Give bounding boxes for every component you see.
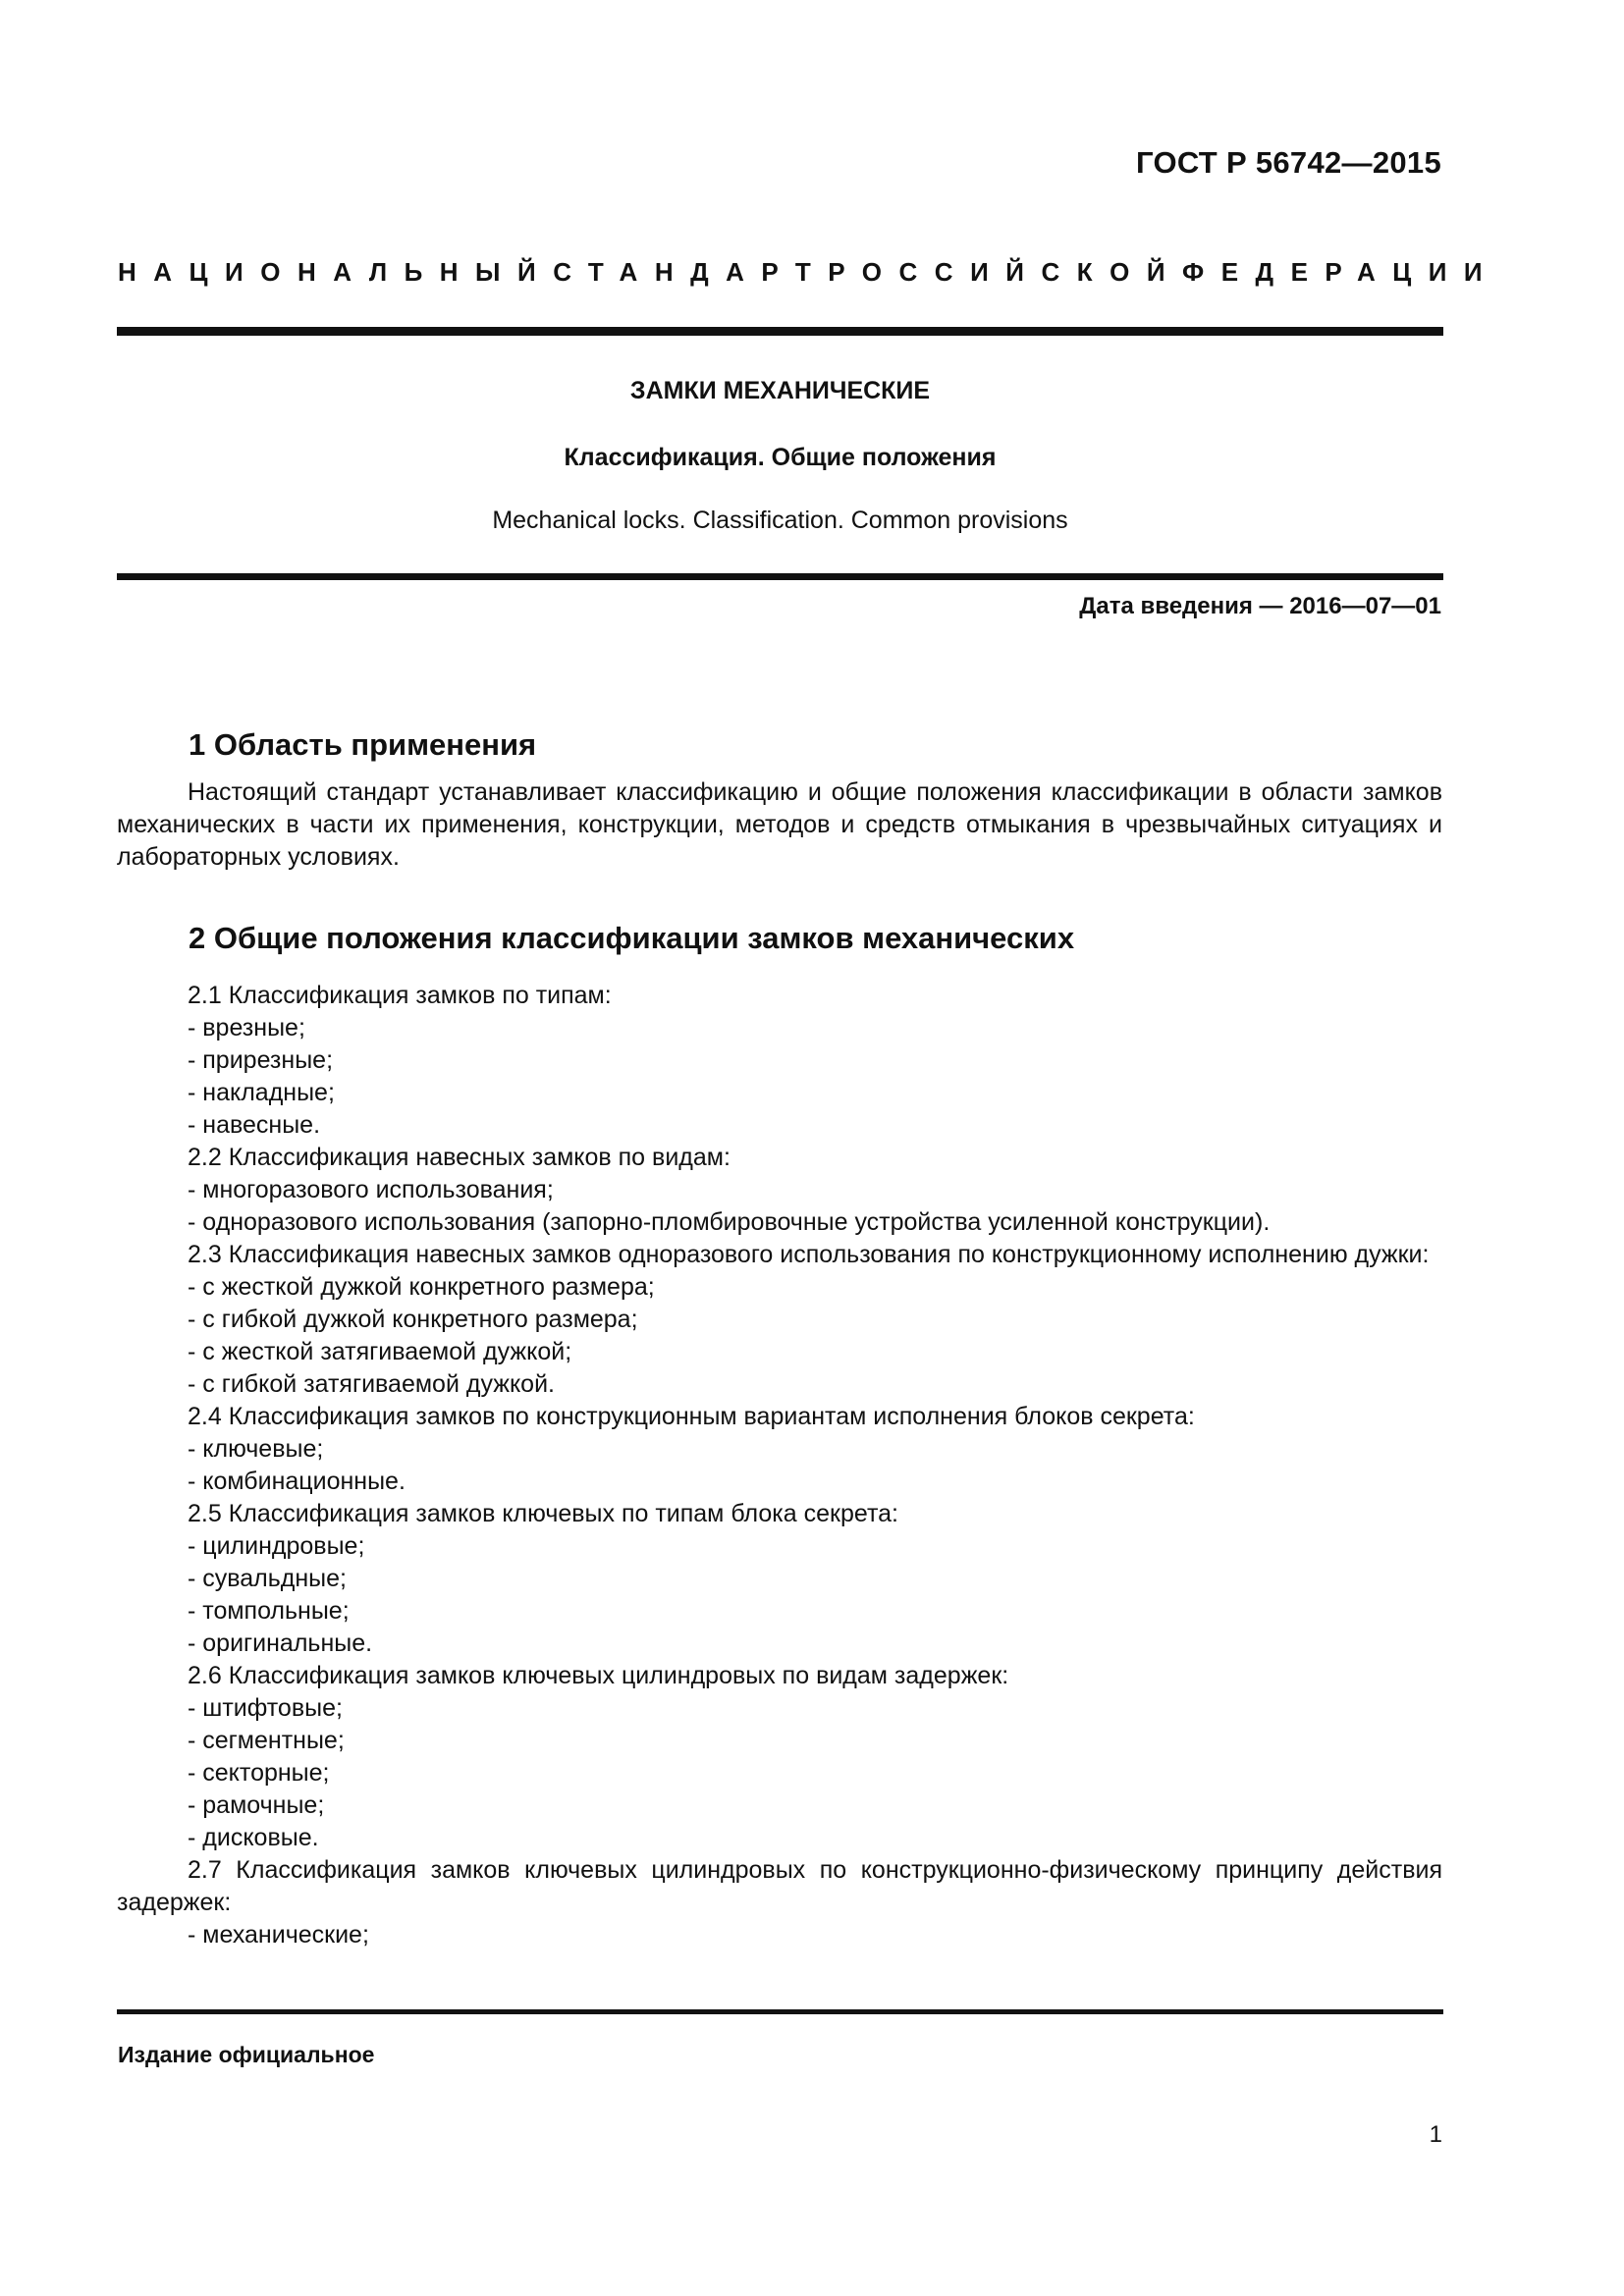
list-item: - прирезные; (188, 1046, 334, 1074)
section-heading-scope: 1 Область применения (189, 727, 537, 762)
banner-word: НАЦИОНАЛЬНЫЙ (118, 257, 554, 287)
page-number: 1 (1429, 2121, 1442, 2148)
title-rule (117, 573, 1443, 580)
scope-paragraph: Настоящий стандарт устанавливает классификацию и общие положения классификации в области замков механических в части их применения, конструкции, методов и средств отмыкания в чрезвычайных ситуациях и лабораторных условиях. (117, 778, 1442, 871)
document-title-english: Mechanical locks. Classification. Common provisions (492, 507, 1068, 534)
list-item: - с жесткой дужкой конкретного размера; (188, 1273, 655, 1301)
banner-word: ФЕДЕРАЦИИ (1182, 257, 1500, 287)
national-standard-banner (118, 257, 1500, 288)
list-item: - ключевые; (188, 1435, 324, 1463)
list-item: - штифтовые; (188, 1694, 343, 1722)
list-item: - сувальдные; (188, 1565, 347, 1592)
clause-title: 2.3 Классификация навесных замков одноразового использования по конструкционному исполнению дужки: (188, 1241, 1430, 1268)
section-heading-general: 2 Общие положения классификации замков механических (189, 921, 1075, 955)
standard-designation: ГОСТ Р 56742—2015 (1136, 145, 1441, 180)
header-rule (117, 327, 1443, 336)
footer-rule (117, 2009, 1443, 2014)
document-title: ЗАМКИ МЕХАНИЧЕСКИЕ (629, 377, 931, 404)
list-item: - многоразового использования; (188, 1176, 554, 1203)
classification-list (117, 980, 1442, 1951)
clause-title: 2.1 Классификация замков по типам: (188, 982, 612, 1009)
list-item: - врезные; (188, 1014, 305, 1041)
clause-title: 2.6 Классификация замков ключевых цилиндровых по видам задержек: (188, 1662, 1009, 1689)
list-item: - навесные. (188, 1111, 321, 1139)
clause-title: 2.7 Классификация замков ключевых цилиндровых по конструкционно-физическому принципу действия задержек: (117, 1856, 1442, 1916)
clause-title: 2.5 Классификация замков ключевых по типам блока секрета: (188, 1500, 898, 1527)
scope-section (117, 776, 1442, 874)
banner-word: РОССИЙСКОЙ (828, 257, 1183, 287)
list-item: - цилиндровые; (188, 1532, 365, 1560)
list-item: - рамочные; (188, 1791, 325, 1819)
clause-title: 2.2 Классификация навесных замков по видам: (188, 1144, 731, 1171)
list-item: - механические; (188, 1921, 369, 1949)
list-item: - оригинальные. (188, 1629, 373, 1657)
introduction-date: Дата введения — 2016—07—01 (1079, 593, 1441, 619)
list-item: - с жесткой затягиваемой дужкой; (188, 1338, 572, 1365)
list-item: - с гибкой дужкой конкретного размера; (188, 1306, 638, 1333)
official-edition-label: Издание официальное (118, 2042, 375, 2067)
list-item: - секторные; (188, 1759, 330, 1787)
banner-word: СТАНДАРТ (553, 257, 829, 287)
list-item: - томпольные; (188, 1597, 350, 1625)
list-item: - сегментные; (188, 1727, 345, 1754)
list-item: - одноразового использования (запорно-пломбировочные устройства усиленной конструкции). (188, 1208, 1271, 1236)
clause-title: 2.4 Классификация замков по конструкционным вариантам исполнения блоков секрета: (188, 1403, 1195, 1430)
list-item: - с гибкой затягиваемой дужкой. (188, 1370, 555, 1398)
document-subtitle: Классификация. Общие положения (564, 444, 997, 471)
list-item: - накладные; (188, 1079, 335, 1106)
list-item: - комбинационные. (188, 1468, 406, 1495)
list-item: - дисковые. (188, 1824, 319, 1851)
